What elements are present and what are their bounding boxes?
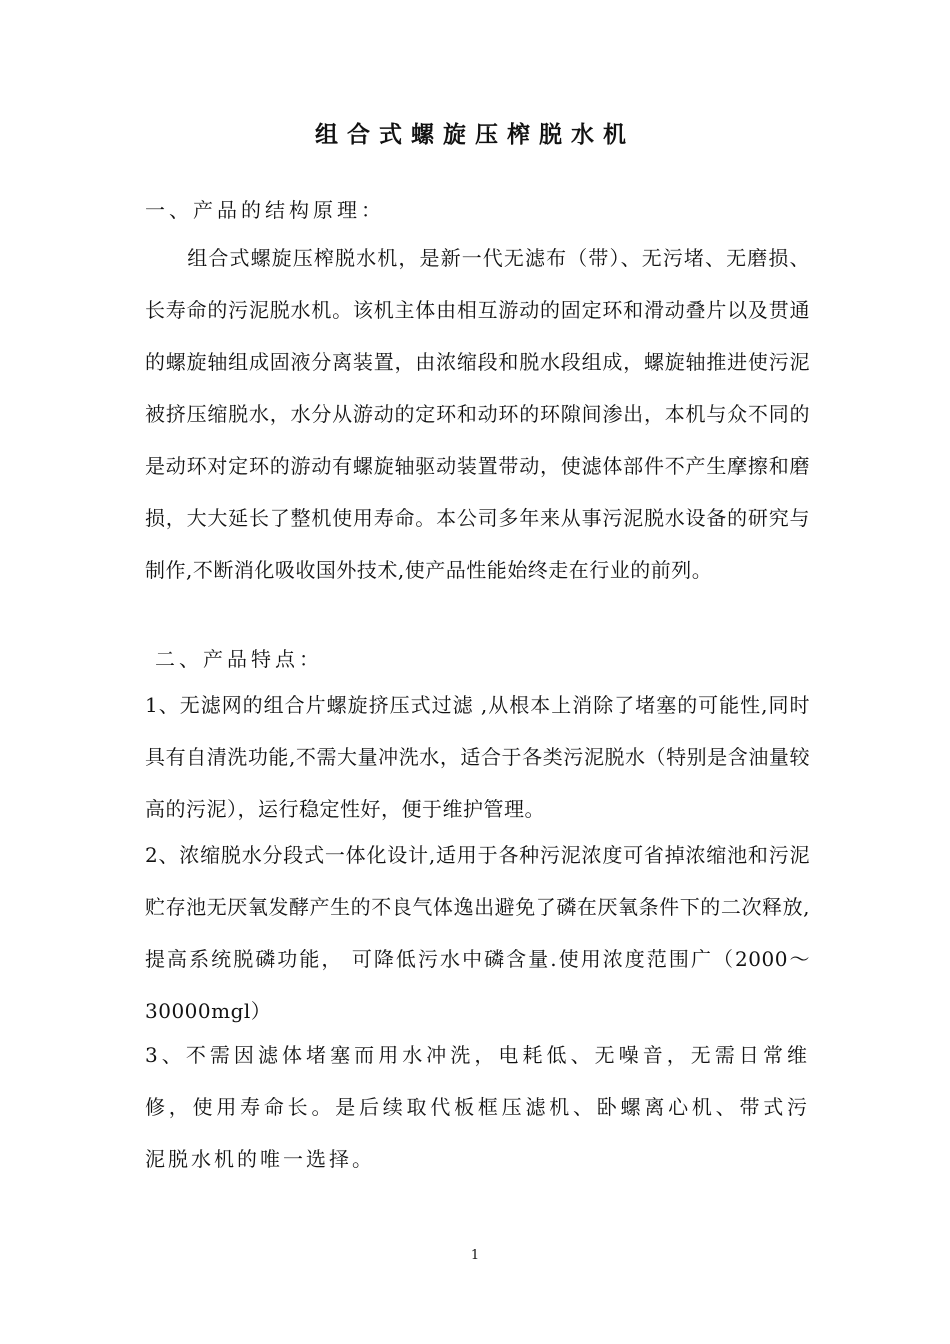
section-heading-features: 二、产品特点： [155,647,323,671]
feature-item-1: 1、无滤网的组合片螺旋挤压式过滤 ,从根本上消除了堵塞的可能性,同时具有自清洗功能,不需大量冲洗水，适合于各类污泥脱水（特别是含油量较高的污泥），运行稳定性好，便于维护管理。 [145,693,810,821]
document-title: 组合式螺旋压榨脱水机 [315,121,635,148]
page-number: 1 [470,1248,480,1263]
feature-item-2: 2、浓缩脱水分段式一体化设计,适用于各种污泥浓度可省掉浓缩池和污泥贮存池无厌氧发酵产生的不良气体逸出避免了磷在厌氧条件下的二次释放, 提高系统脱磷功能， 可降低污水中磷含量.使用浓度范围广（2000～30000mgl） [145,843,810,1023]
paragraph-structure-principle: 组合式螺旋压榨脱水机，是新一代无滤布（带）、无污堵、无磨损、长寿命的污泥脱水机。该机主体由相互游动的固定环和滑动叠片以及贯通的螺旋轴组成固液分离装置，由浓缩段和脱水段组成，螺旋轴推进使污泥被挤压缩脱水，水分从游动的定环和动环的环隙间渗出，本机与众不同的是动环对定环的游动有螺旋轴驱动装置带动，使滤体部件不产生摩擦和磨损，大大延长了整机使用寿命。本公司多年来从事污泥脱水设备的研究与制作,不断消化吸收国外技术,使产品性能始终走在行业的前列。 [145,246,810,582]
feature-item-3: 3、不需因滤体堵塞而用水冲洗，电耗低、无噪音，无需日常维修，使用寿命长。是后续取代板框压滤机、卧螺离心机、带式污泥脱水机的唯一选择。 [145,1043,810,1171]
section-heading-structure: 一、产品的结构原理： [145,198,385,222]
